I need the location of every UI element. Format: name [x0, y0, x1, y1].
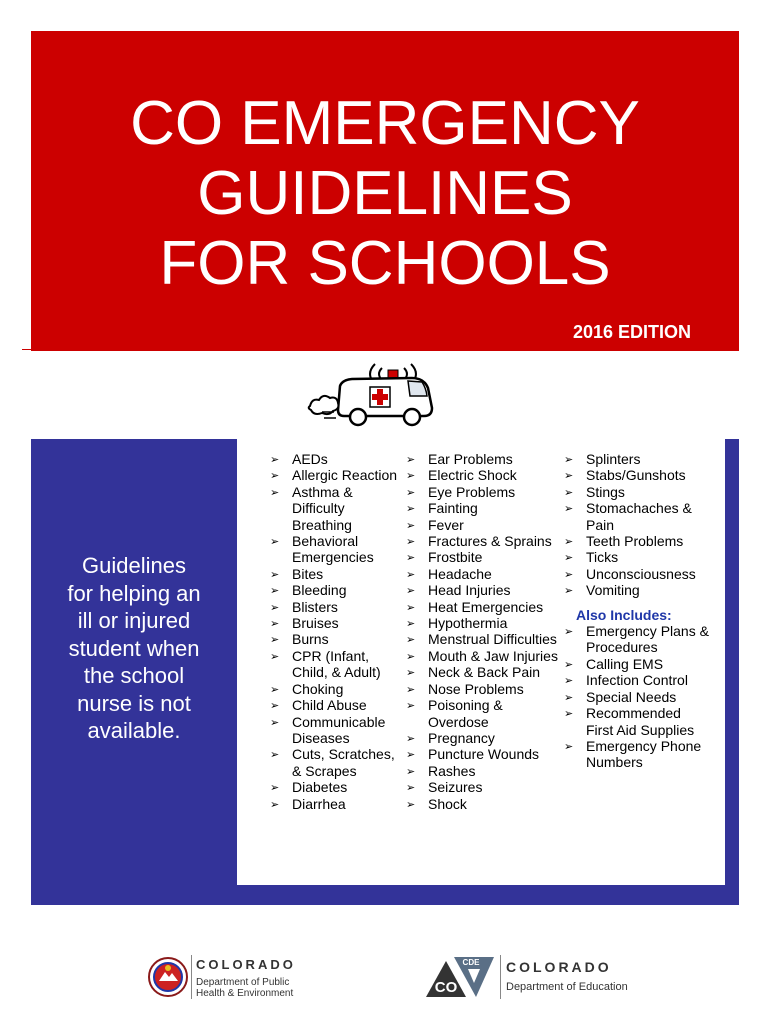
arrow-bullet-icon: ➢ — [564, 585, 574, 598]
description-line: student when — [68, 635, 200, 661]
topic-label: Infection Control — [586, 672, 688, 689]
description-line: for helping an — [67, 580, 201, 606]
arrow-bullet-icon: ➢ — [270, 749, 280, 762]
topic-item — [268, 533, 402, 566]
topic-label: First Aid Supplies — [586, 721, 695, 738]
arrow-bullet-icon: ➢ — [270, 716, 280, 729]
topic-item — [562, 623, 722, 656]
arrow-bullet-icon: ➢ — [406, 667, 416, 680]
arrow-bullet-icon: ➢ — [270, 798, 280, 811]
topic-label: Blisters — [292, 598, 338, 615]
topic-label: Heat Emergencies — [428, 598, 544, 615]
description-line: nurse is not — [77, 690, 191, 716]
topic-item — [404, 549, 564, 565]
arrow-bullet-icon: ➢ — [406, 749, 416, 762]
topic-item — [268, 467, 402, 483]
arrow-bullet-icon: ➢ — [270, 470, 280, 483]
topic-item — [562, 533, 722, 549]
topic-item — [562, 689, 722, 705]
arrow-bullet-icon: ➢ — [564, 536, 574, 549]
topic-item — [268, 484, 402, 533]
arrow-bullet-icon: ➢ — [270, 700, 280, 713]
topic-label: Electric Shock — [428, 467, 517, 484]
arrow-bullet-icon: ➢ — [406, 519, 416, 532]
arrow-bullet-icon: ➢ — [406, 618, 416, 631]
topic-label: Menstrual Difficulties — [428, 631, 557, 648]
title-banner — [31, 31, 739, 351]
topic-item — [404, 631, 564, 647]
topic-label: Hypothermia — [428, 615, 508, 632]
topic-label: Choking — [292, 680, 344, 697]
topic-label: Shock — [428, 795, 467, 812]
arrow-bullet-icon: ➢ — [564, 658, 574, 671]
topic-item — [562, 656, 722, 672]
arrow-bullet-icon: ➢ — [270, 650, 280, 663]
topic-label: Head Injuries — [428, 582, 511, 599]
arrow-bullet-icon: ➢ — [270, 585, 280, 598]
topic-label: Emergency Phone — [586, 737, 702, 754]
topic-label: Stabs/Gunshots — [586, 467, 686, 484]
cde-department-line: Department of Education — [506, 981, 628, 993]
topic-item — [404, 517, 564, 533]
cde-wordmark: COLORADO — [506, 959, 612, 975]
topic-label: Overdose — [428, 713, 489, 730]
topic-label: AEDs — [292, 451, 328, 467]
topic-item — [404, 746, 564, 762]
arrow-bullet-icon: ➢ — [406, 503, 416, 516]
topic-label: Nose Problems — [428, 680, 524, 697]
cde-badge-co: CO — [434, 979, 458, 996]
arrow-bullet-icon: ➢ — [564, 552, 574, 565]
topic-label: Bleeding — [292, 582, 347, 599]
arrow-bullet-icon: ➢ — [564, 454, 574, 466]
arrow-bullet-icon: ➢ — [406, 683, 416, 696]
cdphe-wordmark: COLORADO — [196, 957, 296, 972]
arrow-bullet-icon: ➢ — [270, 782, 280, 795]
topic-label: Bruises — [292, 615, 339, 632]
topic-item — [404, 681, 564, 697]
topic-label: Fainting — [428, 500, 478, 517]
topic-item — [268, 746, 402, 779]
topic-label: Fever — [428, 516, 464, 533]
topic-label: Frostbite — [428, 549, 483, 566]
arrow-bullet-icon: ➢ — [406, 470, 416, 483]
guidelines-description — [43, 552, 225, 745]
topics-column-1 — [268, 451, 402, 812]
arrow-bullet-icon: ➢ — [564, 708, 574, 721]
topic-label: Ticks — [586, 549, 619, 566]
description-line: available. — [87, 718, 181, 743]
topic-label: Recommended — [586, 705, 681, 722]
arrow-bullet-icon: ➢ — [564, 470, 574, 483]
topic-label: Emergency Plans & — [586, 623, 709, 640]
topics-column-2 — [404, 451, 564, 812]
cdphe-department-line-1: Department of Public — [196, 977, 290, 988]
topic-item — [268, 681, 402, 697]
topic-item — [268, 599, 402, 615]
topic-label: Burns — [292, 631, 329, 648]
topic-label: & Scrapes — [292, 762, 357, 779]
topic-label: Asthma & — [292, 483, 353, 500]
topic-label: Numbers — [586, 754, 643, 771]
logo-divider — [191, 955, 192, 999]
topic-label: Diabetes — [292, 779, 348, 796]
topic-label: Cuts, Scratches, — [292, 746, 395, 763]
arrow-bullet-icon: ➢ — [564, 675, 574, 688]
also-includes-heading: Also Includes: — [576, 606, 672, 623]
topic-label: Teeth Problems — [586, 533, 684, 550]
topic-label: Allergic Reaction — [292, 467, 398, 484]
edition-label: 2016 EDITION — [572, 322, 691, 342]
arrow-bullet-icon: ➢ — [270, 536, 280, 549]
topic-label: Fractures & Sprains — [428, 533, 552, 550]
topic-item — [562, 566, 722, 582]
topic-label: Seizures — [428, 779, 483, 796]
topic-item — [404, 697, 564, 730]
topic-item — [268, 615, 402, 631]
topic-label: Stings — [586, 483, 625, 500]
topic-label: Pain — [586, 516, 615, 533]
topic-label: Splinters — [586, 451, 641, 467]
topic-item — [268, 796, 402, 812]
title-line-1: CO EMERGENCY — [130, 89, 640, 158]
topic-label: Stomachaches & — [586, 500, 692, 517]
topic-item — [562, 451, 722, 467]
topic-label: Diarrhea — [292, 795, 346, 812]
title-line-3: FOR SCHOOLS — [159, 229, 611, 298]
arrow-bullet-icon: ➢ — [564, 503, 574, 516]
topic-item — [404, 763, 564, 779]
topic-label: Emergencies — [292, 549, 374, 566]
topic-label: Eye Problems — [428, 483, 516, 500]
topic-item — [562, 500, 722, 533]
topic-item — [268, 582, 402, 598]
topic-item — [562, 467, 722, 483]
topic-label: Neck & Back Pain — [428, 664, 541, 681]
arrow-bullet-icon: ➢ — [406, 782, 416, 795]
description-line: ill or injured — [77, 608, 191, 633]
also-includes-list — [562, 623, 722, 771]
topic-item — [404, 599, 564, 615]
topic-label: Poisoning & — [428, 697, 503, 714]
arrow-bullet-icon: ➢ — [406, 650, 416, 663]
topic-label: Puncture Wounds — [428, 746, 540, 763]
topic-item — [268, 779, 402, 795]
arrow-bullet-icon: ➢ — [270, 634, 280, 647]
topic-item — [268, 566, 402, 582]
topic-label: Vomiting — [586, 582, 640, 599]
title-line-2: GUIDELINES — [197, 159, 573, 228]
topic-item — [562, 549, 722, 565]
arrow-bullet-icon: ➢ — [406, 700, 416, 713]
topic-item — [404, 648, 564, 664]
topic-label: Mouth & Jaw Injuries — [428, 647, 558, 664]
arrow-bullet-icon: ➢ — [270, 618, 280, 631]
cde-badge-label: CDE — [462, 958, 480, 967]
topic-label: Special Needs — [586, 688, 677, 705]
topic-item — [562, 705, 722, 738]
topic-item — [268, 714, 402, 747]
arrow-bullet-icon: ➢ — [406, 765, 416, 778]
arrow-bullet-icon: ➢ — [406, 585, 416, 598]
topic-item — [562, 738, 722, 771]
topic-label: Procedures — [586, 639, 658, 656]
description-line: Guidelines — [82, 553, 186, 578]
arrow-bullet-icon: ➢ — [270, 486, 280, 499]
topic-label: Child, & Adult) — [292, 664, 381, 681]
topic-label: Unconsciousness — [586, 565, 696, 582]
arrow-bullet-icon: ➢ — [406, 552, 416, 565]
topic-label: Breathing — [292, 516, 352, 533]
topic-label: Calling EMS — [586, 655, 664, 672]
cdphe-seal-icon — [148, 957, 188, 997]
topic-item — [562, 582, 722, 598]
arrow-bullet-icon: ➢ — [564, 568, 574, 581]
description-line: the school — [83, 663, 185, 688]
topic-item — [404, 533, 564, 549]
logo-divider — [500, 955, 501, 999]
ambulance-icon — [304, 354, 436, 432]
topic-item — [268, 648, 402, 681]
arrow-bullet-icon: ➢ — [270, 601, 280, 614]
topic-label: Difficulty — [292, 500, 345, 517]
arrow-bullet-icon: ➢ — [270, 454, 280, 466]
topics-column-3 — [562, 451, 722, 771]
arrow-bullet-icon: ➢ — [564, 691, 574, 704]
arrow-bullet-icon: ➢ — [406, 798, 416, 811]
topic-item — [404, 796, 564, 812]
topic-label: Child Abuse — [292, 697, 367, 714]
topic-label: Bites — [292, 565, 324, 582]
arrow-bullet-icon: ➢ — [564, 626, 574, 639]
arrow-bullet-icon: ➢ — [270, 568, 280, 581]
cdphe-department-line-2: Health & Environment — [196, 988, 294, 999]
topic-item — [268, 631, 402, 647]
topic-item — [268, 697, 402, 713]
topic-item — [404, 500, 564, 516]
topics-list-3 — [562, 451, 722, 599]
topic-item — [404, 664, 564, 680]
arrow-bullet-icon: ➢ — [564, 486, 574, 499]
arrow-bullet-icon: ➢ — [406, 601, 416, 614]
topic-item — [268, 451, 402, 467]
arrow-bullet-icon: ➢ — [406, 732, 416, 745]
arrow-bullet-icon: ➢ — [270, 683, 280, 696]
topic-item — [404, 467, 564, 483]
topic-label: Rashes — [428, 762, 476, 779]
topic-item — [562, 672, 722, 688]
topic-item — [404, 615, 564, 631]
topic-label: Ear Problems — [428, 451, 513, 467]
topic-item — [404, 566, 564, 582]
cde-logo — [424, 955, 634, 1001]
topic-label: Pregnancy — [428, 729, 495, 746]
topic-item — [562, 484, 722, 500]
topic-item — [404, 451, 564, 467]
arrow-bullet-icon: ➢ — [406, 454, 416, 466]
topic-label: Communicable — [292, 713, 386, 730]
arrow-bullet-icon: ➢ — [406, 634, 416, 647]
topic-item — [404, 730, 564, 746]
arrow-bullet-icon: ➢ — [406, 486, 416, 499]
arrow-bullet-icon: ➢ — [406, 536, 416, 549]
topic-label: CPR (Infant, — [292, 647, 370, 664]
cdphe-logo — [148, 955, 308, 1001]
arrow-bullet-icon: ➢ — [564, 740, 574, 753]
arrow-bullet-icon: ➢ — [406, 568, 416, 581]
topic-item — [404, 582, 564, 598]
banner-edge-mark — [22, 349, 32, 350]
topic-label: Behavioral — [292, 533, 359, 550]
topic-label: Headache — [428, 565, 492, 582]
topic-label: Diseases — [292, 729, 350, 746]
topic-item — [404, 484, 564, 500]
topic-item — [404, 779, 564, 795]
